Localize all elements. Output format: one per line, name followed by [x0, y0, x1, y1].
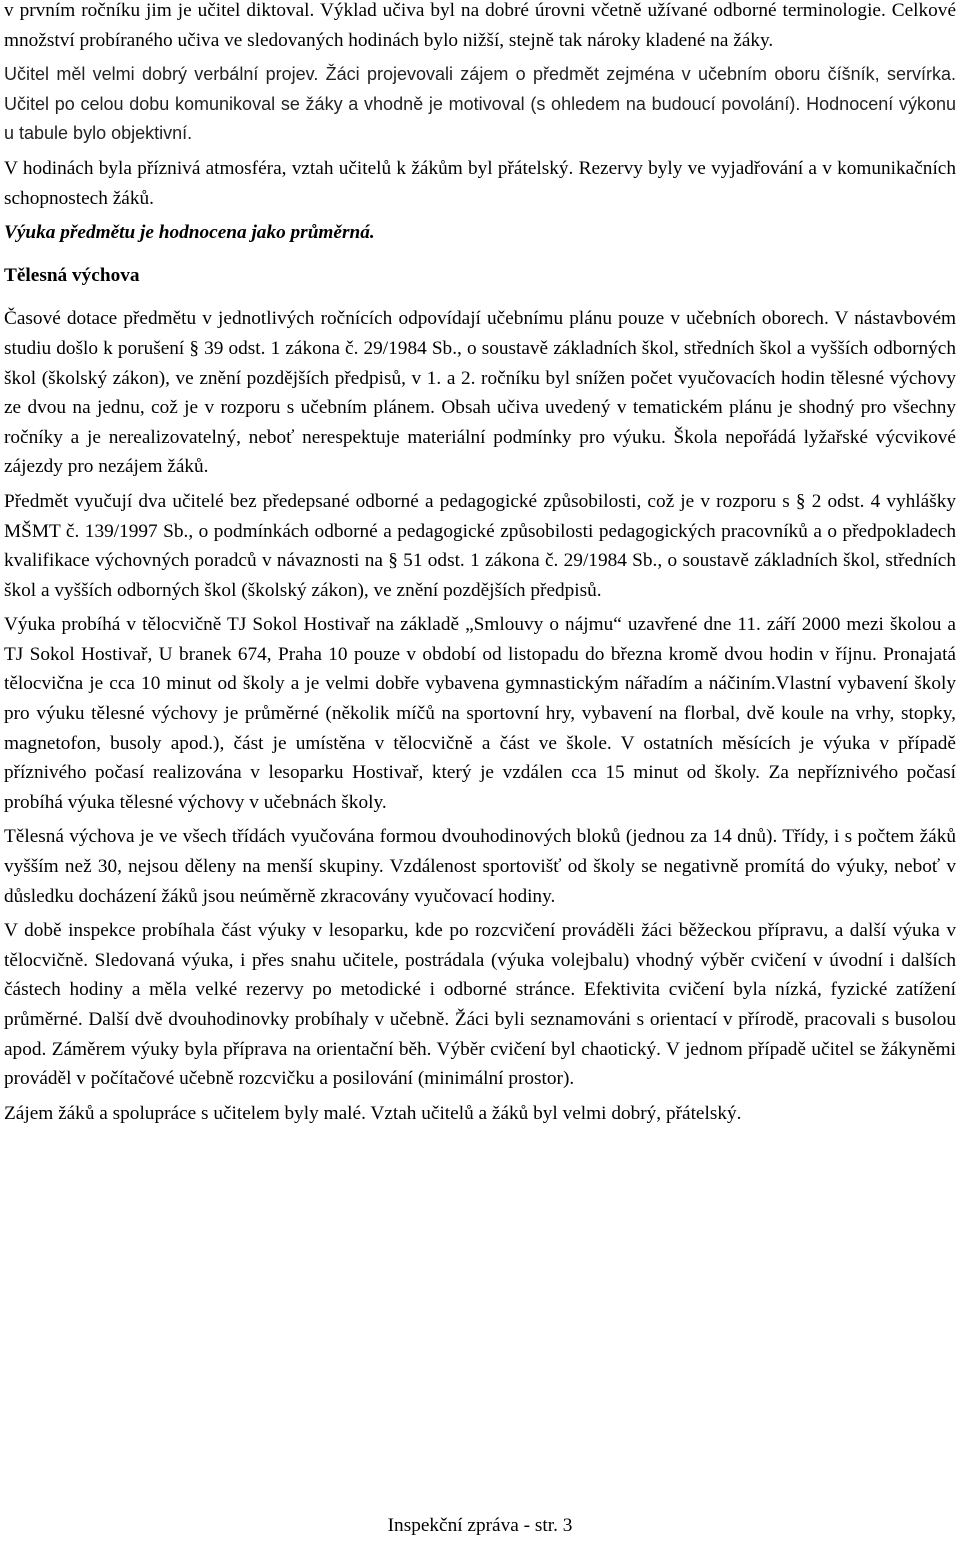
paragraph-teacher-communication — [4, 60, 956, 149]
paragraph-facilities-text: Výuka probíhá v tělocvičně TJ Sokol Hostivař na základě „Smlouvy o nájmu“ uzavřené dne 11. září 2000 mezi školou a TJ Sokol Hostivař, U branek 674, Praha 10 pouze v období od listopadu do března kromě dvou hodin v říjnu. Pronajatá tělocvična je cca 10 minut od školy a je velmi dobře vybavena gymnastickým nářadím a náčiním.Vlastní vybavení školy pro výuku tělesné výchovy je průměrné (několik míčů na sportovní hry, vybavení na florbal, dvě koule na vrhy, stopky, magnetofon, busoly apod.), část je umístěna v tělocvičně a část ve škole. V ostatních měsících je výuka v případě příznivého počasí realizována v lesoparku Hostivař, který je vzdálen cca 15 minut od školy. Za nepříznivého počasí probíhá výuka tělesné výchovy v učebnách školy. — [4, 614, 956, 813]
paragraph-observed-lessons-text: V době inspekce probíhala část výuky v lesoparku, kde po rozcvičení prováděli žáci běžeckou přípravu, a další výuka v tělocvičně. Sledovaná výuka, i přes snahu učitele, postrádala (výuka volejbalu) vhodný výběr cvičení v úvodní i dalších částech hodiny a měla velké rezervy po metodické i odborné stránce. Efektivita cvičení byla nízká, fyzické zatížení průměrné. Další dvě dvouhodinovky probíhaly v učebně. Žáci byli seznamováni s orientací v přírodě, pracovali s busolou apod. Záměrem výuky byla příprava na orientační běh. Výběr cvičení byl chaotický. V jednom případě učitel se žákyněmi prováděl v počítačové učebně rozcvičku a posilování (minimální prostor). — [4, 920, 956, 1090]
paragraph-atmosphere — [4, 154, 956, 213]
teacher-motivation-text: Učitel po celou dobu komunikoval se žáky a vhodně je motivoval (s ohledem na budoucí povolání). Hodnocení výkonu u tabule bylo objektivní. — [4, 93, 956, 144]
paragraph-student-interest-text: Zájem žáků a spolupráce s učitelem byly malé. Vztah učitelů a žáků byl velmi dobrý, přátelský. — [4, 1102, 742, 1124]
page-footer — [4, 1512, 956, 1540]
subject-evaluation-verdict — [4, 218, 956, 248]
section-heading — [4, 261, 956, 291]
section-heading-text: Tělesná výchova — [4, 264, 140, 286]
paragraph-class-organization-text: Tělesná výchova je ve všech třídách vyučována formou dvouhodinových bloků (jednou za 14 dnů). Třídy, i s počtem žáků vyšším než 30, nejsou děleny na menší skupiny. Vzdálenost sportovišť od školy se negativně promítá do výuky, neboť v důsledku docházení žáků jsou neúměrně zkracovány vyučovací hodiny. — [4, 826, 956, 907]
teacher-communication-text: Učitel měl velmi dobrý verbální projev. Žáci projevovali zájem o předmět zejména v učebním oboru číšník, servírka. — [4, 64, 956, 85]
paragraph-previous-subject — [4, 0, 956, 55]
paragraph-time-allocation — [4, 304, 956, 482]
paragraph-previous-subject-text: v prvním ročníku jim je učitel diktoval. Výklad učiva byl na dobré úrovni včetně užívané odborné terminologie. Celkové množství probíraného učiva ve sledovaných hodinách bylo nižší, stejně tak nároky kladené na žáky. — [4, 0, 956, 51]
subject-evaluation-verdict-text: Výuka předmětu je hodnocena jako průměrná. — [4, 222, 375, 244]
paragraph-atmosphere-text: V hodinách byla příznivá atmosféra, vztah učitelů k žákům byl přátelský. Rezervy byly ve vyjadřování a v komunikačních schopnostech žáků. — [4, 157, 956, 209]
paragraph-teacher-qualification — [4, 487, 956, 605]
paragraph-observed-lessons — [4, 916, 956, 1094]
paragraph-teacher-qualification-text: Předmět vyučují dva učitelé bez předepsané odborné a pedagogické způsobilosti, což je v rozporu s § 2 odst. 4 vyhlášky MŠMT č. 139/1997 Sb., o podmínkách odborné a pedagogické způsobilosti pedagogických pracovníků a o předpokladech kvalifikace výchovných poradců v návaznosti na § 51 odst. 1 zákona č. 29/1984 Sb., o soustavě základních škol, středních škol a vyšších odborných škol (školský zákon), ve znění pozdějších předpisů. — [4, 490, 956, 601]
paragraph-time-allocation-text: Časové dotace předmětu v jednotlivých ročnících odpovídají učebnímu plánu pouze v učebních oborech. V nástavbovém studiu došlo k porušení § 39 odst. 1 zákona č. 29/1984 Sb., o soustavě základních škol, středních škol a vyšších odborných škol (školský zákon), ve znění pozdějších předpisů, v 1. a 2. ročníku byl snížen počet vyučovacích hodin tělesné výchovy ze dvou na jednu, což je v rozporu s učebním plánem. Obsah učiva uvedený v tematickém plánu je shodný pro všechny ročníky a je nerealizovatelný, neboť nerespektuje materiální podmínky pro výuku. Škola nepořádá lyžařské výcvikové zájezdy pro nezájem žáků. — [4, 308, 956, 478]
paragraph-class-organization — [4, 822, 956, 911]
page-number-label: Inspekční zpráva - str. 3 — [387, 1515, 573, 1536]
paragraph-facilities — [4, 610, 956, 817]
paragraph-student-interest — [4, 1099, 956, 1129]
document-page — [4, 0, 956, 1545]
